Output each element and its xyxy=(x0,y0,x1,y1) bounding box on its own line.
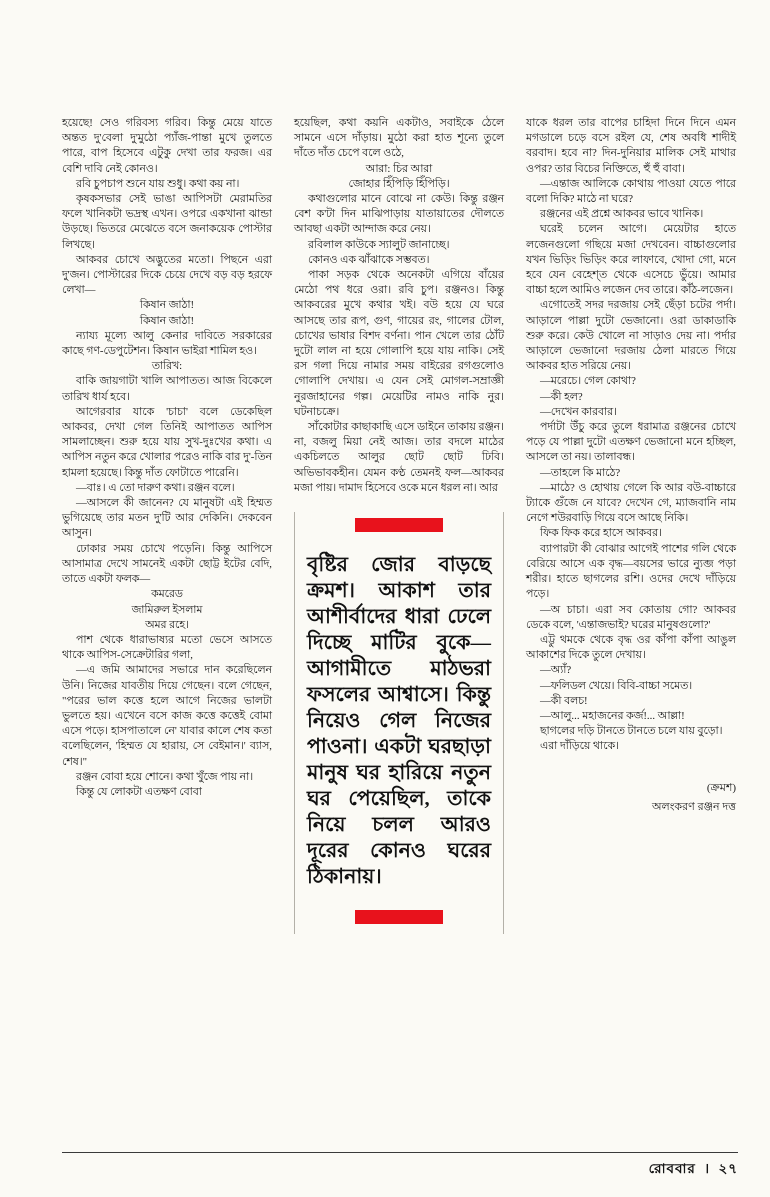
text-column-2 xyxy=(294,116,504,934)
paragraph: বাকি জায়গাটা খালি আপাতত। আজ বিকেলে তারিখ ধার্য হবে। xyxy=(62,375,272,403)
paragraph: এরা দাঁড়িয়ে থাকে। xyxy=(540,740,619,753)
paragraph: —এ জমি আমাদের সভারে দান করেছিলেন উনি। নিজের যাবতীয় দিয়ে গেছেন। বলে গেছেন, "পরের ভাল কত্তে হলে আগে নিজের ভালটা ভুলতে হয়। এখেনে বসে কাজ কত্তে কত্তেই বোমা এসে পড়ে। হাসপাতালে নে' যাবার কালে শেষ কতা বলেছিলেন, 'হিম্মত যে হারায়, সে বেইমান।' ব্যাস, শেষ।" xyxy=(62,664,272,768)
paragraph: ঘরেই চলেন আগে। মেয়েটার হাতে লজেনগুলো গছিয়ে মজা দেখবেন। বাচ্চাগুলোর যখন ভিড়িং ভিড়িং করে লাফাবে, খোদা গো, মনে হবে যেন বেহেশ্‌ত থেকে এসেচে ভুঁয়ে। আমার বাচ্চা হলে আমিও লজেন দেব তারে। কাঁঠ-লজেন। xyxy=(526,223,736,297)
paragraph: —বাঃ। এ তো দারুণ কথা। রঞ্জন বলে। xyxy=(76,481,235,494)
paragraph: আকবর চোখে অদ্ভুতের মতো। পিছনে এরা দু'জন। পোস্টারের দিকে চেয়ে দেখে বড় বড় হরফে লেখা— xyxy=(62,253,272,297)
paragraph: আরা: চির আরা xyxy=(365,162,433,175)
paragraph: তারিখ: xyxy=(151,360,183,373)
paragraph: কৃষকসভার সেই ভাঙা আপিসটা মেরামতির ফলে খানিকটা ভদ্রস্থ এখন। ওপরে একখানা ঝান্ডা উড়ছে। ভিতরে মেঝেতে বসে জনাকয়েক পোস্টার লিখছে। xyxy=(62,193,272,251)
paragraph: রঞ্জন বোবা হয়ে শোনে। কথা খুঁজে পায় না। xyxy=(76,770,254,783)
paragraph: —মাঠে? ও হোথায় গেলে কি আর বউ-বাচ্চারে ট্যাকে গুঁজে নে যাবে? দেখেন গে, ম্যাজবানি নাম নেগে শউরবাড়ি গিয়ে বসে আছে নিকি। xyxy=(526,481,736,525)
text-column-1 xyxy=(62,116,272,934)
article-page xyxy=(62,116,738,934)
paragraph: —তাহলে কি মাঠে? xyxy=(540,466,621,479)
paragraph: সাঁকোটার কাছাকাছি এসে ডাইনে তাকায় রঞ্জন। না, বজলু মিয়া নেই আজ। তার বদলে মাঠের একচিলতে আলুর ছোট ছোট ঢিবি। অভিভাবকহীন। যেমন কণ্ঠ তেমনই ফল—আকবর মজা পায়। দামাদ হিসেবে ওকে মনে ধরল না। আর xyxy=(294,421,504,494)
paragraph: —কী বলচ! xyxy=(540,694,588,707)
paragraph: হয়েছিল, কথা কয়নি একটাও, সবাইকে ঠেলে সামনে এসে দাঁড়ায়। মুঠো করা হাত শূন্যে তুলে দাঁতে দাঁত চেপে বলে ওঠে, xyxy=(294,117,504,160)
paragraph: জোহার হিঁপিড়ি হিঁপিড়ি। xyxy=(348,177,450,190)
paragraph: এট্টু থমকে থেকে বৃদ্ধ ওর কাঁপা কাঁপা আঙুল আকাশের দিকে তুলে দেখায়। xyxy=(526,633,736,662)
paragraph: —এন্তাজ আলিকে কোথায় পাওয়া যেতে পারে বলো দিকি? মাঠে না ঘরে? xyxy=(526,177,736,206)
paragraph: হয়েছে! সেও গরিবস্য গরিব। কিন্তু মেয়ে যাতে অন্তত দু'বেলা দু'মুঠো প্যাঁজ-পান্তা মুখে তুলতে পারে, বাপ হিসেবে এটুকু দেখা তার ফরজ। এর বেশি দাবি নেই কোনও। xyxy=(62,117,272,175)
red-accent-bar-top xyxy=(355,518,443,532)
magazine-name: রোববার xyxy=(648,1161,696,1176)
story-credits xyxy=(526,781,736,815)
paragraph: পর্দাটা উঁচু করে তুলে ধরামাত্র রঞ্জনের চোখে পড়ে যে পাল্লা দুটো এতক্ষণ ভেজানো মনে হচ্ছিল, আসলে তা নয়। তালাবন্ধ। xyxy=(526,421,736,464)
pull-quote-text: বৃষ্টির জোর বাড়ছে ক্রমশ। আকাশ তার আশীর্বাদের ধারা ঢেলে দিচ্ছে মাটির বুকে— আগামীতে মাঠভরা ফসলের আশ্বাসে। কিন্তু নিয়েও গেল নিজের পাওনা। একটা ঘরছাড়া মানুষ ঘর হারিয়ে নতুন ঘর পেয়েছিল, তাকে নিয়ে চলল আরও দূরের কোনও ঘরের ঠিকানায়। xyxy=(307,554,491,889)
paragraph: পাকা সড়ক থেকে অনেকটা এগিয়ে বাঁয়ের মেঠো পথ ধরে ওরা। রবি চুপ। রঞ্জনও। কিন্তু আকবরের মুখে কথার খই। বউ হয়ে যে ঘরে আসছে তার রূপ, গুণ, গায়ের রং, গালের টোল, চোখের ভাষার বিশদ বর্ণনা। পান খেলে তার ঠোঁট দুটো লাল না হয়ে গোলাপি হয়ে যায় নাকি। সেই রস গলা দিয়ে নামার সময় বাইরের রগগুলোও গোলাপি দেখায়। এ যেন সেই মোগল-সম্রাজ্ঞী নুরজাহানের গল্প। মেয়েটির নামও নাকি নুর। ঘটনাচক্রে। xyxy=(294,269,504,418)
illustration-credit: অলংকরণ রঞ্জন দত্ত xyxy=(651,800,736,813)
paragraph: ন্যায্য মূল্যে আলু কেনার দাবিতে সরকারের কাছে গণ-ডেপুটেশন। কিষান ভাইরা শামিল হও। xyxy=(62,329,272,358)
page-number: ২৭ xyxy=(718,1161,738,1176)
paragraph: —আসলে কী জানেন? যে মানুষটা এই হিম্মত ভুগিয়েছে তার মতন দু'টি আর দেকিনি। দেকবেন আসুন। xyxy=(62,497,272,540)
paragraph: যাকে ধরল তার বাপের চাহিদা দিনে দিনে এমন মগডালে চড়ে বসে রইল যে, শেষ অবধি শাদীই বরবাদ। হবে না? দিন-দুনিয়ার মালিক সেই মাথার ওপর? তার বিচের নিক্তিতে, হুঁ হুঁ বাবা। xyxy=(526,117,736,175)
paragraph: অমর রহে। xyxy=(145,618,189,631)
paragraph: রবিলাল কাউকে স্যালুট জানাচ্ছে। xyxy=(308,238,450,251)
paragraph: রবি চুপচাপ শুনে যায় শুধু। কথা কয় না। xyxy=(76,177,240,190)
paragraph: জামিরুল ইসলাম xyxy=(131,603,203,616)
paragraph: এগোতেই সদর দরজায় সেই ছেঁড়া চটের পর্দা। আড়ালে পাল্লা দুটো ভেজানো। ওরা ডাকাডাকি শুরু করে। কেউ খোলে না সাড়াও দেয় না। পর্দার আড়ালে ভেজানো দরজায় ঠেলা মারতে গিয়ে আকবর হাত সরিয়ে নেয়। xyxy=(526,299,736,373)
text-column-2-body xyxy=(294,116,504,496)
paragraph: ফিক ফিক করে হাসে আকবর। xyxy=(540,527,662,540)
paragraph: ঢোকার সময় চোখে পড়েনি। কিন্তু আপিসে আসামাত্র দেখে সামনেই একটা ছোট্ট ইটের বেদি, তাতে একটা ফলক— xyxy=(62,542,272,586)
paragraph: —কী হল? xyxy=(540,390,583,403)
pull-quote-box xyxy=(294,512,504,934)
paragraph: —অ চাচা। এরা সব কোতায় গো? আকবর ডেকে বলে, 'এন্তাজভাই? ঘরের মানুষগুলো?' xyxy=(526,603,736,631)
paragraph: কোনও এক ঝাঁঝাকে সম্ভবত। xyxy=(308,253,430,266)
paragraph: কিষান জাঠা! xyxy=(139,314,195,327)
text-column-3-body xyxy=(526,116,736,755)
page-footer xyxy=(645,1158,738,1181)
text-column-3 xyxy=(526,116,736,934)
paragraph: পাশ থেকে ধারাভাষ্যর মতো ভেসে আসতে থাকে আপিস-সেক্রেটারির গলা, xyxy=(62,633,272,662)
paragraph: কিষান জাঠা! xyxy=(139,299,195,312)
paragraph: কিন্তু যে লোকটা এতক্ষণ বোবা xyxy=(76,785,202,798)
paragraph: —মরেচে। গেল কোথা? xyxy=(540,375,636,388)
serial-marker: (ক্রমশ) xyxy=(706,781,736,794)
paragraph: রঞ্জনের এই প্রশ্নে আকবর ভাবে খানিক। xyxy=(540,208,704,221)
paragraph: —ফলিডল খেয়ে। বিবি-বাচ্চা সমেত। xyxy=(540,679,693,692)
paragraph: কথাগুলোর মানে বোঝে না কেউ। কিন্তু রঞ্জন বেশ ক'টা দিন মাঝিপাড়ায় যাতায়াতের দৌলতে আবছা একটা আন্দাজ করে নেয়। xyxy=(294,193,504,236)
paragraph: ছাগলের দড়ি টানতে টানতে চলে যায় বুড়ো। xyxy=(540,725,723,738)
paragraph: আগেরবার যাকে 'চাচা' বলে ডেকেছিল আকবর, দেখা গেল তিনিই আপাতত আপিস সামলাচ্ছেন। শুরু হয়ে যায় সুখ-দুঃখের কথা। এ আপিস নতুন করে খোলার পরেও নাকি বার দু'-তিন হামলা হয়েছে। কিন্তু দাঁত ফোটাতে পারেনি। xyxy=(62,405,272,479)
footer-separator: । xyxy=(704,1161,711,1176)
paragraph: কমরেড xyxy=(151,588,183,601)
paragraph: —আলু... মহাজনের কর্জ!... আল্লা! xyxy=(540,709,685,722)
paragraph: ব্যাপারটা কী বোঝার আগেই পাশের গলি থেকে বেরিয়ে আসে এক বৃদ্ধ—বয়সের ভারে ন্যুব্জ পড়া শরীর। হাতে ছাগলের রশি। ওদের দেখে দাঁড়িয়ে পড়ে। xyxy=(526,542,736,601)
footer-rule xyxy=(62,1152,738,1153)
paragraph: —অ্যাঁ? xyxy=(540,664,572,677)
paragraph: —দেখেন কারবার। xyxy=(540,405,617,418)
red-accent-bar-bottom xyxy=(355,910,443,924)
